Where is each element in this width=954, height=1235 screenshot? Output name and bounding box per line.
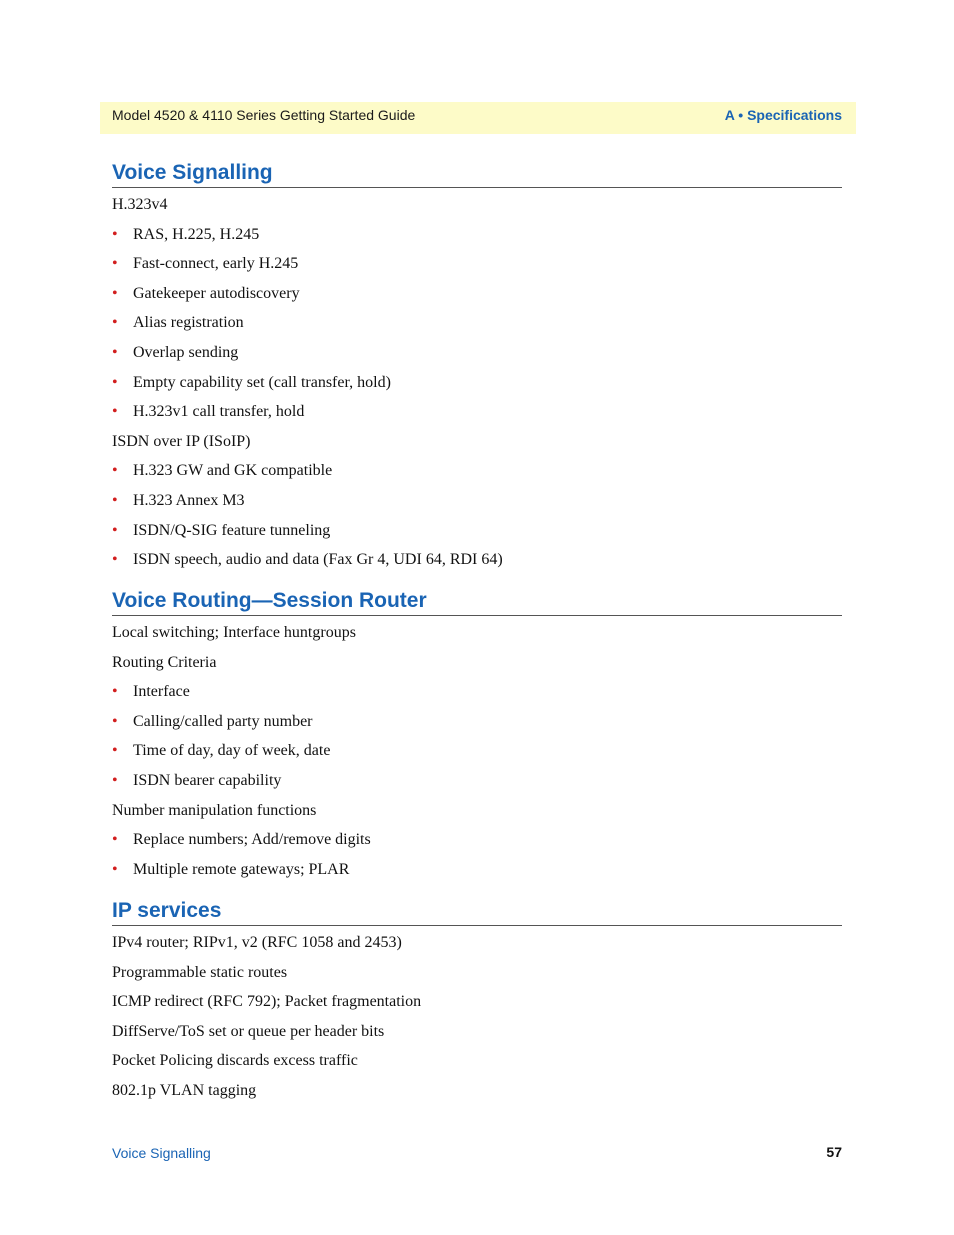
bullet-item — [112, 491, 245, 511]
bullet-text: Multiple remote gateways; PLAR — [133, 861, 350, 878]
bullet-dot: • — [112, 255, 118, 272]
body-text: 802.1p VLAN tagging — [112, 1082, 257, 1099]
bullet-text: Time of day, day of week, date — [133, 742, 331, 759]
bullet-item — [112, 284, 300, 304]
bullet-dot: • — [112, 403, 118, 420]
header-guide-title: Model 4520 & 4110 Series Getting Started Guide — [112, 107, 416, 123]
bullet-item — [112, 550, 503, 570]
bullet-item — [112, 860, 349, 880]
bullet-item — [112, 830, 371, 850]
bullet-dot: • — [112, 285, 118, 302]
body-text: H.323v4 — [112, 196, 168, 213]
bullet-text: Alias registration — [133, 314, 244, 331]
bullet-dot: • — [112, 861, 118, 878]
bullet-item — [112, 521, 330, 541]
bullet-dot: • — [112, 314, 118, 331]
bullet-dot: • — [112, 742, 118, 759]
bullet-item — [112, 254, 298, 274]
bullet-dot: • — [112, 344, 118, 361]
body-text: Programmable static routes — [112, 964, 288, 981]
bullet-item — [112, 225, 259, 245]
bullet-text: ISDN/Q-SIG feature tunneling — [133, 522, 331, 539]
footer-section-name: Voice Signalling — [112, 1145, 211, 1161]
bullet-text: H.323v1 call transfer, hold — [133, 403, 305, 420]
body-text: ISDN over IP (ISoIP) — [112, 433, 251, 450]
bullet-text: RAS, H.225, H.245 — [133, 226, 260, 243]
body-text: Pocket Policing discards excess traffic — [112, 1052, 358, 1069]
bullet-dot: • — [112, 772, 118, 789]
body-text: IPv4 router; RIPv1, v2 (RFC 1058 and 2453) — [112, 934, 402, 951]
bullet-item — [112, 313, 244, 333]
bullet-dot: • — [112, 831, 118, 848]
bullet-dot: • — [112, 713, 118, 730]
bullet-dot: • — [112, 462, 118, 479]
section-title: IP services — [112, 899, 842, 926]
bullet-text: Overlap sending — [133, 344, 239, 361]
section-title: Voice Signalling — [112, 161, 842, 188]
bullet-text: ISDN speech, audio and data (Fax Gr 4, UDI 64, RDI 64) — [133, 551, 503, 568]
bullet-dot: • — [112, 522, 118, 539]
body-text: ICMP redirect (RFC 792); Packet fragmentation — [112, 993, 422, 1010]
section-title: Voice Routing—Session Router — [112, 589, 842, 616]
bullet-dot: • — [112, 226, 118, 243]
body-text: Local switching; Interface huntgroups — [112, 624, 356, 641]
body-text: DiffServe/ToS set or queue per header bits — [112, 1023, 385, 1040]
body-text: Routing Criteria — [112, 654, 217, 671]
page-number: 57 — [826, 1144, 842, 1160]
bullet-item — [112, 741, 330, 761]
bullet-item — [112, 402, 304, 422]
bullet-item — [112, 682, 190, 702]
bullet-text: Empty capability set (call transfer, hold) — [133, 374, 391, 391]
bullet-dot: • — [112, 374, 118, 391]
bullet-text: Gatekeeper autodiscovery — [133, 285, 300, 302]
body-text: Number manipulation functions — [112, 802, 317, 819]
bullet-item — [112, 461, 332, 481]
running-header — [100, 102, 856, 134]
header-chapter: A • Specifications — [724, 107, 842, 123]
bullet-dot: • — [112, 492, 118, 509]
bullet-dot: • — [112, 551, 118, 568]
bullet-text: Replace numbers; Add/remove digits — [133, 831, 371, 848]
bullet-text: H.323 GW and GK compatible — [133, 462, 333, 479]
bullet-item — [112, 771, 281, 791]
bullet-text: ISDN bearer capability — [133, 772, 282, 789]
bullet-item — [112, 373, 391, 393]
bullet-text: H.323 Annex M3 — [133, 492, 245, 509]
bullet-dot: • — [112, 683, 118, 700]
bullet-text: Interface — [133, 683, 190, 700]
bullet-text: Fast-connect, early H.245 — [133, 255, 299, 272]
bullet-text: Calling/called party number — [133, 713, 313, 730]
bullet-item — [112, 343, 238, 363]
bullet-item — [112, 712, 313, 732]
